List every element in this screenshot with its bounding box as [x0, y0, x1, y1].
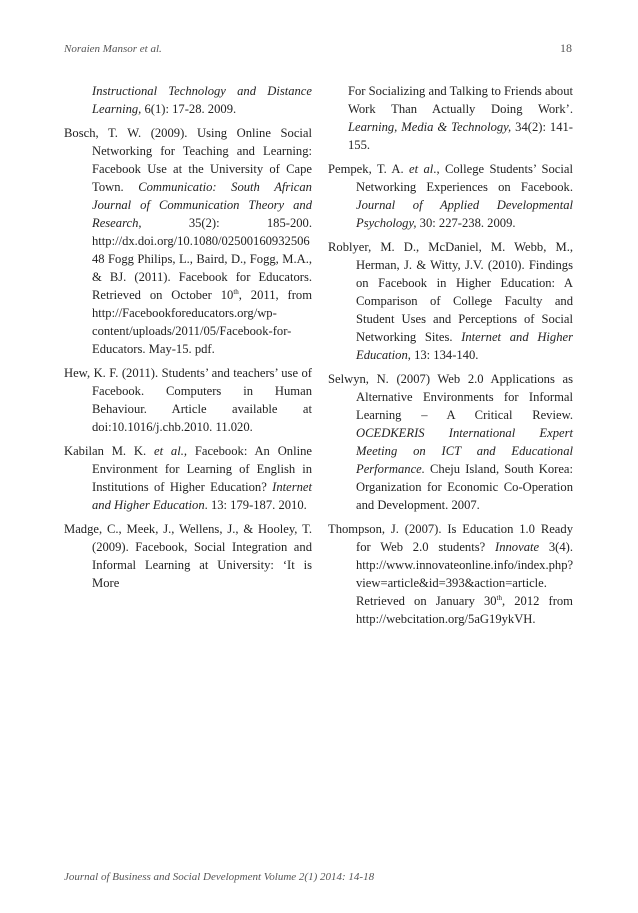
- reference-text: Thompson, J. (2007). Is Education 1.0 Ready for Web 2.0 students?: [328, 522, 573, 554]
- reference-text: Facebook: An Online Environment for Learning of English in Institutions of Higher Education?: [92, 444, 312, 494]
- reference-text: 3(4). http://www.innovateonline.info/index.php?view=article&id=393&action=article. Retrieved on January 30: [356, 540, 574, 608]
- reference-text: Pempek, T. A.: [328, 162, 410, 176]
- reference-italic-text: Internet and Higher Education: [356, 330, 573, 362]
- running-header-author: Noraien Mansor et al.: [64, 43, 162, 55]
- reference-text: Selwyn, N. (2007) Web 2.0 Applications as Alternative Environments for Informal Learning – A Critical Review.: [328, 372, 573, 422]
- reference-italic-text: et al.,: [153, 444, 188, 458]
- reference-entry: [328, 82, 573, 154]
- reference-text: 6(1): 17-28. 2009.: [141, 102, 237, 116]
- reference-italic-text: Innovate: [495, 540, 540, 554]
- reference-entry: [64, 520, 312, 592]
- references-left-column: [64, 82, 312, 598]
- reference-text: , 2012 from http://webcitation.org/5aG19ykVH.: [356, 594, 573, 626]
- reference-text: 30: 227-238. 2009.: [416, 216, 516, 230]
- reference-text: , 13: 134-140.: [407, 348, 479, 362]
- reference-text: . 13: 179-187. 2010.: [204, 498, 307, 512]
- reference-text: Kabilan M. K.: [64, 444, 154, 458]
- reference-text: Cheju Island, South Korea: Organization for Economic Co-Operation and Development. 2007.: [356, 462, 573, 512]
- reference-text: For Socializing and Talking to Friends about Work Than Actually Doing Work’.: [348, 84, 573, 116]
- reference-entry: [64, 124, 312, 358]
- reference-superscript: th: [233, 287, 239, 296]
- references-right-column: [328, 82, 573, 634]
- reference-italic-text: Communicatio: South African Journal of Communication Theory and Research,: [92, 180, 312, 230]
- reference-entry: [64, 82, 312, 118]
- reference-entry: [328, 520, 573, 628]
- reference-italic-text: Journal of Applied Developmental Psychology,: [356, 198, 573, 230]
- page-number: 18: [560, 41, 572, 55]
- reference-entry: [328, 370, 573, 514]
- reference-text: Hew, K. F. (2011). Students’ and teachers’ use of Facebook. Computers in Human Behaviour. Article available at doi:10.1016/j.chb.2010. 11.020.: [64, 366, 312, 434]
- reference-entry: [64, 364, 312, 436]
- reference-text: Roblyer, M. D., McDaniel, M. Webb, M., Herman, J. & Witty, J.V. (2010). Findings on Facebook in Higher Education: A Comparison of College Faculty and Student Uses and Perceptions of Social Networking Sites.: [328, 240, 573, 344]
- reference-italic-text: OCEDKERIS International Expert Meeting on ICT and Educational Performance.: [356, 426, 573, 476]
- reference-text: Bosch, T. W. (2009). Using Online Social Networking for Teaching and Learning: Facebook Use at the University of Cape Town.: [64, 126, 312, 194]
- reference-italic-text: Instructional Technology and Distance Learning,: [92, 84, 312, 116]
- reference-text: 35(2): 185-200. http://dx.doi.org/10.1080/02500160932506 48 Fogg Philips, L., Baird, D., Fogg, M.A., & BJ. (2011). Facebook for Educators. Retrieved on October 10: [92, 216, 312, 302]
- reference-text: , 2011, from http://Facebookforeducators.org/wp-content/uploads/2011/05/Facebook-for-Educators. May-15. pdf.: [92, 288, 312, 356]
- reference-italic-text: Internet and Higher Education: [92, 480, 312, 512]
- reference-entry: [64, 442, 312, 514]
- reference-italic-text: Learning, Media & Technology,: [348, 120, 512, 134]
- reference-text: 34(2): 141-155.: [348, 120, 573, 152]
- reference-entry: [328, 238, 573, 364]
- reference-text: Madge, C., Meek, J., Wellens, J., & Hooley, T. (2009). Facebook, Social Integration and Informal Learning at University: ‘It is More: [64, 522, 312, 590]
- reference-text: ., College Students’ Social Networking Experiences on Facebook.: [356, 162, 573, 194]
- reference-italic-text: et al: [409, 162, 434, 176]
- reference-superscript: th: [496, 593, 502, 602]
- journal-footer: Journal of Business and Social Development Volume 2(1) 2014: 14-18: [64, 871, 375, 883]
- reference-entry: [328, 160, 573, 232]
